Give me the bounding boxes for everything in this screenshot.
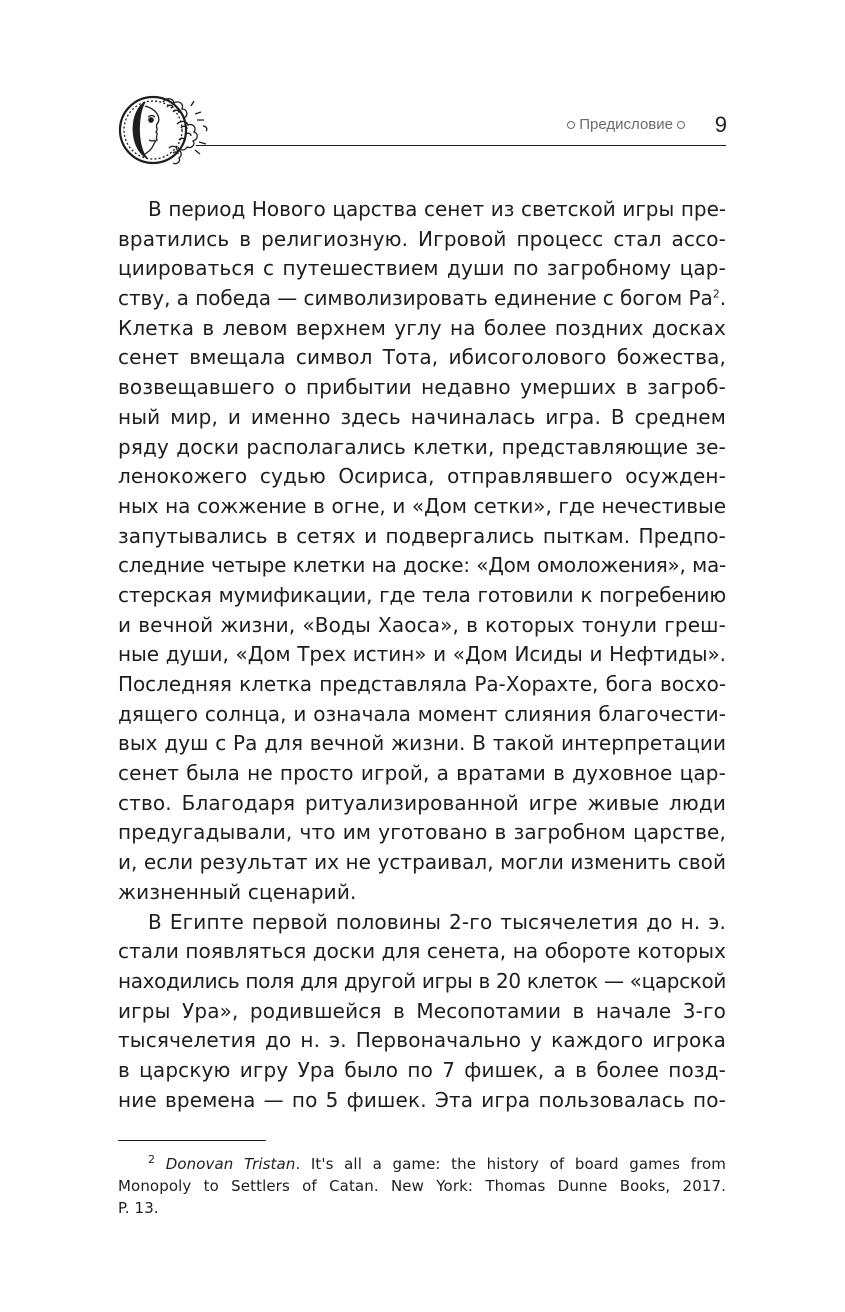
text-line: вратились в религиозную. Игровой процесс стал ассо- [118,226,726,251]
text-fragment: ству, а победа — символизировать единение с богом Ра [118,286,713,311]
running-title: Предисловие [579,116,673,133]
text-line: игры Ура», родившейся в Месопотамии в начале 3-го [118,998,726,1023]
text-line: циироваться с путешествием души по загробному цар- [118,256,726,281]
text-line: В период Нового царства сенет из светской игры пре- [148,197,726,221]
text-line: сенет вмещала символ Тота, ибисоголового божества, [118,345,726,370]
text-line: в царскую игру Ура было по 7 фишек, а в более позд- [118,1057,726,1082]
text-line: ние времена — по 5 фишек. Эта игра пользовалась по- [118,1087,726,1112]
text-line: и вечной жизни, «Воды Хаоса», в которых тонули греш- [118,612,726,637]
header-rule [196,145,726,146]
text-line: стерская мумификации, где тела готовили к погребению [118,582,726,607]
ornament-circle-icon [567,121,575,129]
footnote-line: P. 13. [118,1199,159,1217]
footnote-reference[interactable]: 2 [712,287,720,301]
text-line: ство. Благодаря ритуализированной игре живые люди [118,790,726,815]
text-line: тысячелетия до н. э. Первоначально у каждого игрока [118,1028,726,1053]
text-line: запутывались в сетях и подвергались пыткам. Предпо- [118,523,726,548]
footnote-author: Donovan Tristan [165,1155,296,1173]
text-line: ных на сожжение в огне, и «Дом сетки», где нечестивые [118,493,726,518]
text-line: ные души, «Дом Трех истин» и «Дом Исиды и Нефтиды». [118,642,726,667]
text-line: Клетка в левом верхнем углу на более поздних досках [118,315,726,340]
main-text [118,195,726,1115]
footnote [118,1153,726,1219]
text-line: ленокожего судью Осириса, отправлявшего осужден- [118,464,726,489]
text-line: жизненный сценарий. [118,879,357,904]
text-line-with-footnote-ref [118,284,726,314]
text-line: и, если результат их не устраивал, могли изменить свой [118,850,726,875]
crescent-moon-face-with-clouds-icon [115,90,209,170]
text-fragment: . [719,286,726,311]
text-line: ный мир, и именно здесь начиналась игра. В среднем [118,404,726,429]
text-line: В Египте первой половины 2-го тысячелетия до н. э. [148,909,726,934]
text-line: сенет была не просто игрой, а вратами в духовное цар- [118,761,726,786]
text-line: следние четыре клетки на доске: «Дом омоложения», ма- [118,553,726,578]
running-head [567,116,685,133]
footnote-separator [118,1140,266,1141]
text-line: стали появляться доски для сенета, на обороте которых [118,939,726,964]
footnote-text: . It's all a game: the history of board games from [295,1155,727,1173]
text-line: Последняя клетка представляла Ра-Хорахте, бога восхо- [118,672,726,696]
text-line: находились поля для другой игры в 20 клеток — «царской [118,968,726,993]
footnote-marker: 2 [148,1153,156,1166]
ornament-circle-icon [677,121,685,129]
footnote-line: Monopoly to Settlers of Catan. New York: Thomas Dunne Books, 2017. [118,1177,726,1195]
text-line: предугадывали, что им уготовано в загробном царстве, [118,820,726,845]
text-line: дящего солнца, и означала момент слияния благочести- [118,701,726,726]
text-line: вых душ с Ра для вечной жизни. В такой интерпретации [118,731,726,756]
footnote-line [118,1153,726,1175]
page-number: 9 [714,112,727,137]
text-line: возвещавшего о прибытии недавно умерших в загроб- [118,375,726,400]
text-line: ряду доски располагались клетки, представляющие зе- [118,434,726,459]
